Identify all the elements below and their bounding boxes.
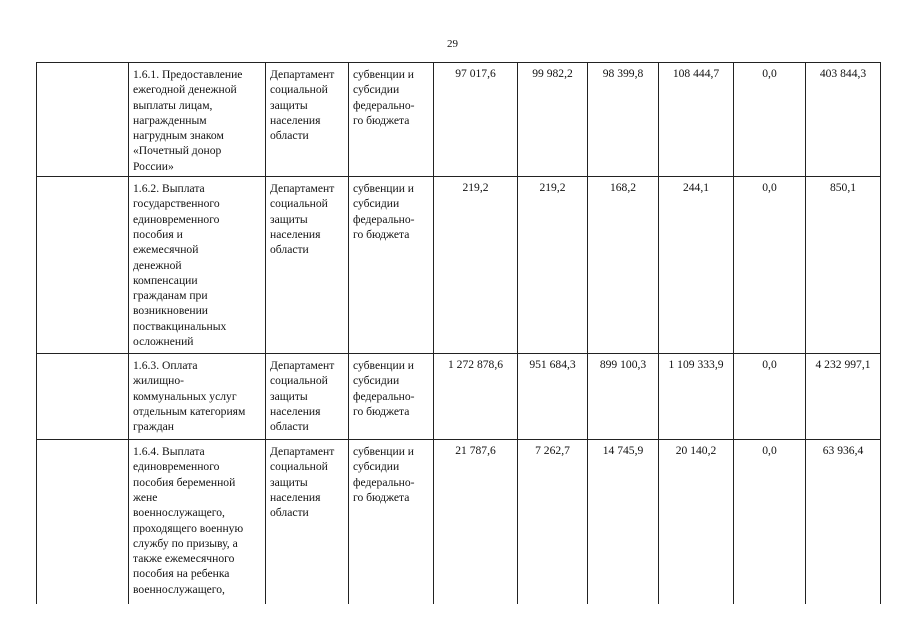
value-cell: 219,2 (434, 177, 518, 354)
measure-name-cell: 1.6.3. Оплата жилищно- коммунальных услуг отдельным категориям граждан (129, 354, 266, 440)
value-cell: 899 100,3 (588, 354, 659, 440)
value-cell: 97 017,6 (434, 63, 518, 177)
value-cell: 1 272 878,6 (434, 354, 518, 440)
executor-cell: Департамент социальной защиты населения области (266, 177, 349, 354)
value-cell: 14 745,9 (588, 440, 659, 604)
value-cell: 219,2 (518, 177, 588, 354)
table-cell-blank (37, 177, 129, 354)
value-cell: 21 787,6 (434, 440, 518, 604)
value-cell: 0,0 (734, 354, 806, 440)
table-cell-blank (37, 354, 129, 440)
table-row (37, 354, 881, 440)
table-cell-blank (37, 440, 129, 604)
value-cell: 98 399,8 (588, 63, 659, 177)
value-cell: 850,1 (806, 177, 881, 354)
executor-cell: Департамент социальной защиты населения области (266, 63, 349, 177)
table-row (37, 440, 881, 604)
budget-table (36, 62, 881, 604)
table-row (37, 177, 881, 354)
measure-name-cell: 1.6.1. Предоставление ежегодной денежной выплаты лицам, награжденным нагрудным знаком «Почетный донор России» (129, 63, 266, 177)
table-row (37, 63, 881, 177)
value-cell: 0,0 (734, 63, 806, 177)
page-number: 29 (447, 38, 458, 50)
value-cell: 1 109 333,9 (659, 354, 734, 440)
value-cell: 99 982,2 (518, 63, 588, 177)
value-cell: 168,2 (588, 177, 659, 354)
funding-source-cell: субвенции и субсидии федерально- го бюджета (349, 177, 434, 354)
measure-name-cell: 1.6.4. Выплата единовременного пособия беременной жене военнослужащего, проходящего военную службу по призыву, а также ежемесячного пособия на ребенка военнослужащего, (129, 440, 266, 604)
value-cell: 4 232 997,1 (806, 354, 881, 440)
value-cell: 0,0 (734, 177, 806, 354)
value-cell: 20 140,2 (659, 440, 734, 604)
executor-cell: Департамент социальной защиты населения области (266, 354, 349, 440)
funding-source-cell: субвенции и субсидии федерально- го бюджета (349, 63, 434, 177)
measure-name-cell: 1.6.2. Выплата государственного единовременного пособия и ежемесячной денежной компенсации гражданам при возникновении поствакцинальных осложнений (129, 177, 266, 354)
value-cell: 0,0 (734, 440, 806, 604)
table-cell-blank (37, 63, 129, 177)
value-cell: 951 684,3 (518, 354, 588, 440)
funding-source-cell: субвенции и субсидии федерально- го бюджета (349, 440, 434, 604)
value-cell: 63 936,4 (806, 440, 881, 604)
value-cell: 244,1 (659, 177, 734, 354)
funding-source-cell: субвенции и субсидии федерально- го бюджета (349, 354, 434, 440)
value-cell: 108 444,7 (659, 63, 734, 177)
executor-cell: Департамент социальной защиты населения области (266, 440, 349, 604)
value-cell: 7 262,7 (518, 440, 588, 604)
value-cell: 403 844,3 (806, 63, 881, 177)
